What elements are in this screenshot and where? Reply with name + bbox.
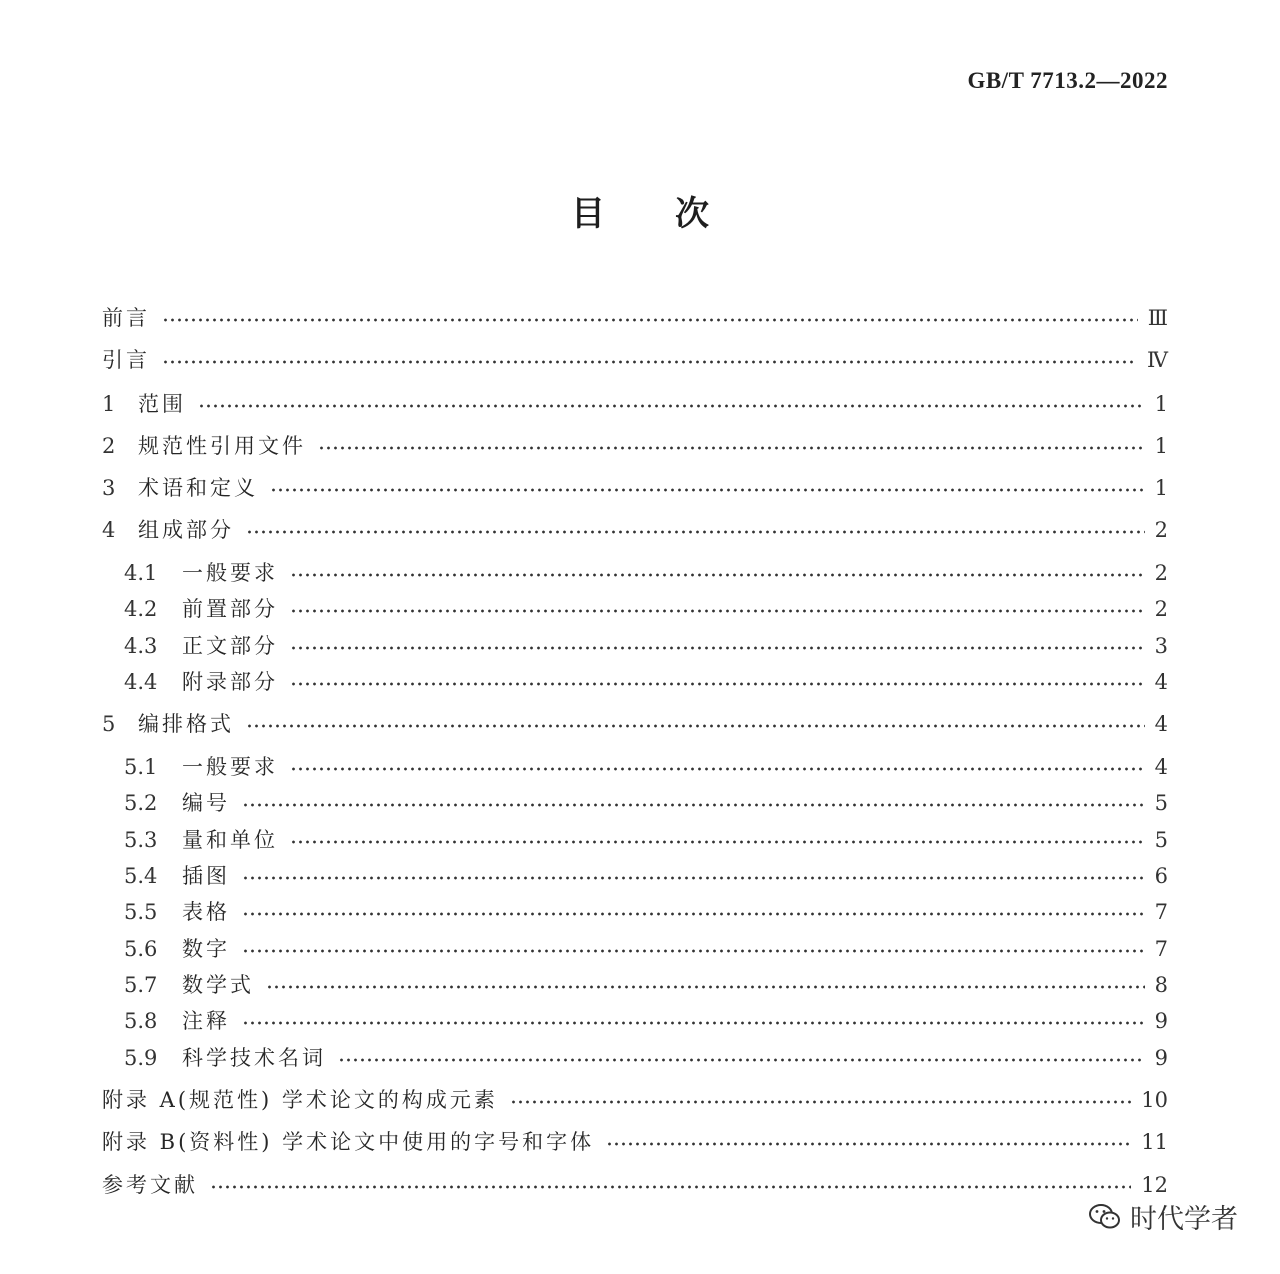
toc-entry-label: 规范性引用文件 xyxy=(138,434,306,458)
toc-entry-page: 4 xyxy=(1154,712,1168,736)
toc-entry[interactable] xyxy=(102,389,1168,419)
toc-entry-label: 附录 B(资料性) 学术论文中使用的字号和字体 xyxy=(102,1130,595,1154)
toc-dot-leader xyxy=(606,1142,1131,1146)
toc-dot-leader xyxy=(318,446,1145,450)
toc-entry-label: 编号 xyxy=(182,791,230,815)
toc-dot-leader xyxy=(246,530,1145,534)
toc-dot-leader xyxy=(162,360,1137,364)
toc-entry-number: 5.5 xyxy=(124,900,158,924)
toc-entry[interactable] xyxy=(124,594,1168,624)
toc-entry-label: 量和单位 xyxy=(182,828,278,852)
toc-entry-label: 组成部分 xyxy=(138,518,234,542)
toc-dot-leader xyxy=(210,1185,1131,1189)
toc-entry[interactable] xyxy=(102,473,1168,503)
toc-entry-page: 6 xyxy=(1154,864,1168,888)
toc-entry-page: 12 xyxy=(1141,1173,1168,1197)
toc-entry-page: Ⅳ xyxy=(1147,348,1168,372)
toc-entry-number: 5.2 xyxy=(124,791,158,815)
toc-dot-leader xyxy=(242,912,1145,916)
toc-entry-label: 数字 xyxy=(182,937,230,961)
toc-entry-label: 表格 xyxy=(182,900,230,924)
toc-dot-leader xyxy=(290,840,1145,844)
toc-entry-page: 8 xyxy=(1154,973,1168,997)
toc-entry[interactable] xyxy=(124,1006,1168,1036)
toc-dot-leader xyxy=(266,985,1145,989)
toc-entry-number: 5.8 xyxy=(124,1009,158,1033)
toc-entry[interactable] xyxy=(102,345,1168,375)
toc-entry-label: 一般要求 xyxy=(182,561,278,585)
toc-entry-label: 前言 xyxy=(102,306,150,330)
toc-entry-number: 4.4 xyxy=(124,670,158,694)
toc-dot-leader xyxy=(242,803,1145,807)
toc-entry[interactable] xyxy=(124,631,1168,661)
toc-entry-number: 5.4 xyxy=(124,864,158,888)
toc-entry[interactable] xyxy=(124,752,1168,782)
toc-entry-page: 5 xyxy=(1154,828,1168,852)
toc-dot-leader xyxy=(162,318,1138,322)
toc-entry[interactable] xyxy=(124,788,1168,818)
toc-entry-page: Ⅲ xyxy=(1147,306,1168,330)
toc-dot-leader xyxy=(338,1058,1145,1062)
toc-entry-number: 5.6 xyxy=(124,937,158,961)
toc-entry-number: 5 xyxy=(102,712,116,736)
toc-entry[interactable] xyxy=(124,897,1168,927)
toc-entry-number: 3 xyxy=(102,476,116,500)
toc-dot-leader xyxy=(242,876,1145,880)
toc-entry-page: 2 xyxy=(1154,518,1168,542)
toc-entry-page: 3 xyxy=(1154,634,1168,658)
toc-entry-number: 5.7 xyxy=(124,973,158,997)
toc-entry[interactable] xyxy=(124,934,1168,964)
toc-entry-label: 注释 xyxy=(182,1009,230,1033)
toc-entry[interactable] xyxy=(102,1127,1168,1157)
toc-entry-label: 附录 A(规范性) 学术论文的构成元素 xyxy=(102,1088,498,1112)
toc-entry-number: 5.1 xyxy=(124,755,158,779)
toc-entry-label: 插图 xyxy=(182,864,230,888)
toc-entry-label: 编排格式 xyxy=(138,712,234,736)
toc-dot-leader xyxy=(242,949,1145,953)
toc-entry-page: 1 xyxy=(1154,434,1168,458)
toc-dot-leader xyxy=(198,404,1145,408)
toc-entry-number: 4.2 xyxy=(124,597,158,621)
toc-entry-page: 10 xyxy=(1141,1088,1168,1112)
watermark-text: 时代学者 xyxy=(1130,1204,1238,1235)
toc-entry-page: 1 xyxy=(1154,392,1168,416)
toc-dot-leader xyxy=(290,609,1145,613)
toc-entry-label: 范围 xyxy=(138,392,186,416)
toc-dot-leader xyxy=(290,646,1145,650)
toc-entry[interactable] xyxy=(102,709,1168,739)
toc-entry-number: 5.3 xyxy=(124,828,158,852)
toc-entry-label: 正文部分 xyxy=(182,634,278,658)
toc-entry-page: 1 xyxy=(1154,476,1168,500)
toc-entry-label: 附录部分 xyxy=(182,670,278,694)
toc-entry-number: 5.9 xyxy=(124,1046,158,1070)
toc-entry-page: 9 xyxy=(1154,1009,1168,1033)
toc-title-char-2: 次 xyxy=(675,194,709,234)
toc-entry-page: 4 xyxy=(1154,755,1168,779)
toc-entry-number: 2 xyxy=(102,434,116,458)
toc-entry-page: 9 xyxy=(1154,1046,1168,1070)
toc-entry[interactable] xyxy=(124,1043,1168,1073)
toc-dot-leader xyxy=(290,767,1145,771)
toc-entry-number: 4 xyxy=(102,518,116,542)
toc-entry[interactable] xyxy=(124,861,1168,891)
toc-entry[interactable] xyxy=(102,303,1168,333)
toc-entry-label: 术语和定义 xyxy=(138,476,258,500)
toc-entry[interactable] xyxy=(102,1085,1168,1115)
toc-entry-number: 4.1 xyxy=(124,561,158,585)
toc-entry-page: 11 xyxy=(1141,1130,1168,1154)
toc-dot-leader xyxy=(246,724,1145,728)
toc-entry[interactable] xyxy=(102,515,1168,545)
standard-code: GB/T 7713.2—2022 xyxy=(967,68,1168,93)
toc-entry-label: 前置部分 xyxy=(182,597,278,621)
toc-dot-leader xyxy=(290,573,1145,577)
toc-entry-label: 参考文献 xyxy=(102,1173,198,1197)
toc-dot-leader xyxy=(270,488,1145,492)
toc-entry[interactable] xyxy=(124,667,1168,697)
toc-title-char-1: 目 xyxy=(571,194,605,234)
toc-entry-page: 2 xyxy=(1154,597,1168,621)
toc-entry[interactable] xyxy=(102,431,1168,461)
toc-entry-label: 引言 xyxy=(102,348,150,372)
wechat-icon xyxy=(1088,1202,1122,1232)
toc-entry-page: 5 xyxy=(1154,791,1168,815)
toc-entry-page: 2 xyxy=(1154,561,1168,585)
toc-dot-leader xyxy=(510,1100,1131,1104)
toc-entry-page: 4 xyxy=(1154,670,1168,694)
toc-entry-label: 科学技术名词 xyxy=(182,1046,326,1070)
toc-dot-leader xyxy=(290,682,1145,686)
toc-entry[interactable] xyxy=(124,970,1168,1000)
toc-entry-number: 4.3 xyxy=(124,634,158,658)
toc-entry-label: 一般要求 xyxy=(182,755,278,779)
toc-title xyxy=(0,186,1280,235)
toc-dot-leader xyxy=(242,1021,1145,1025)
toc-entry[interactable] xyxy=(102,1170,1168,1200)
toc-entry[interactable] xyxy=(124,825,1168,855)
toc-entry-number: 1 xyxy=(102,392,116,416)
toc-entry-page: 7 xyxy=(1154,900,1168,924)
toc-entry[interactable] xyxy=(124,558,1168,588)
watermark xyxy=(1088,1197,1238,1236)
toc-entry-page: 7 xyxy=(1154,937,1168,961)
toc-entry-label: 数学式 xyxy=(182,973,254,997)
